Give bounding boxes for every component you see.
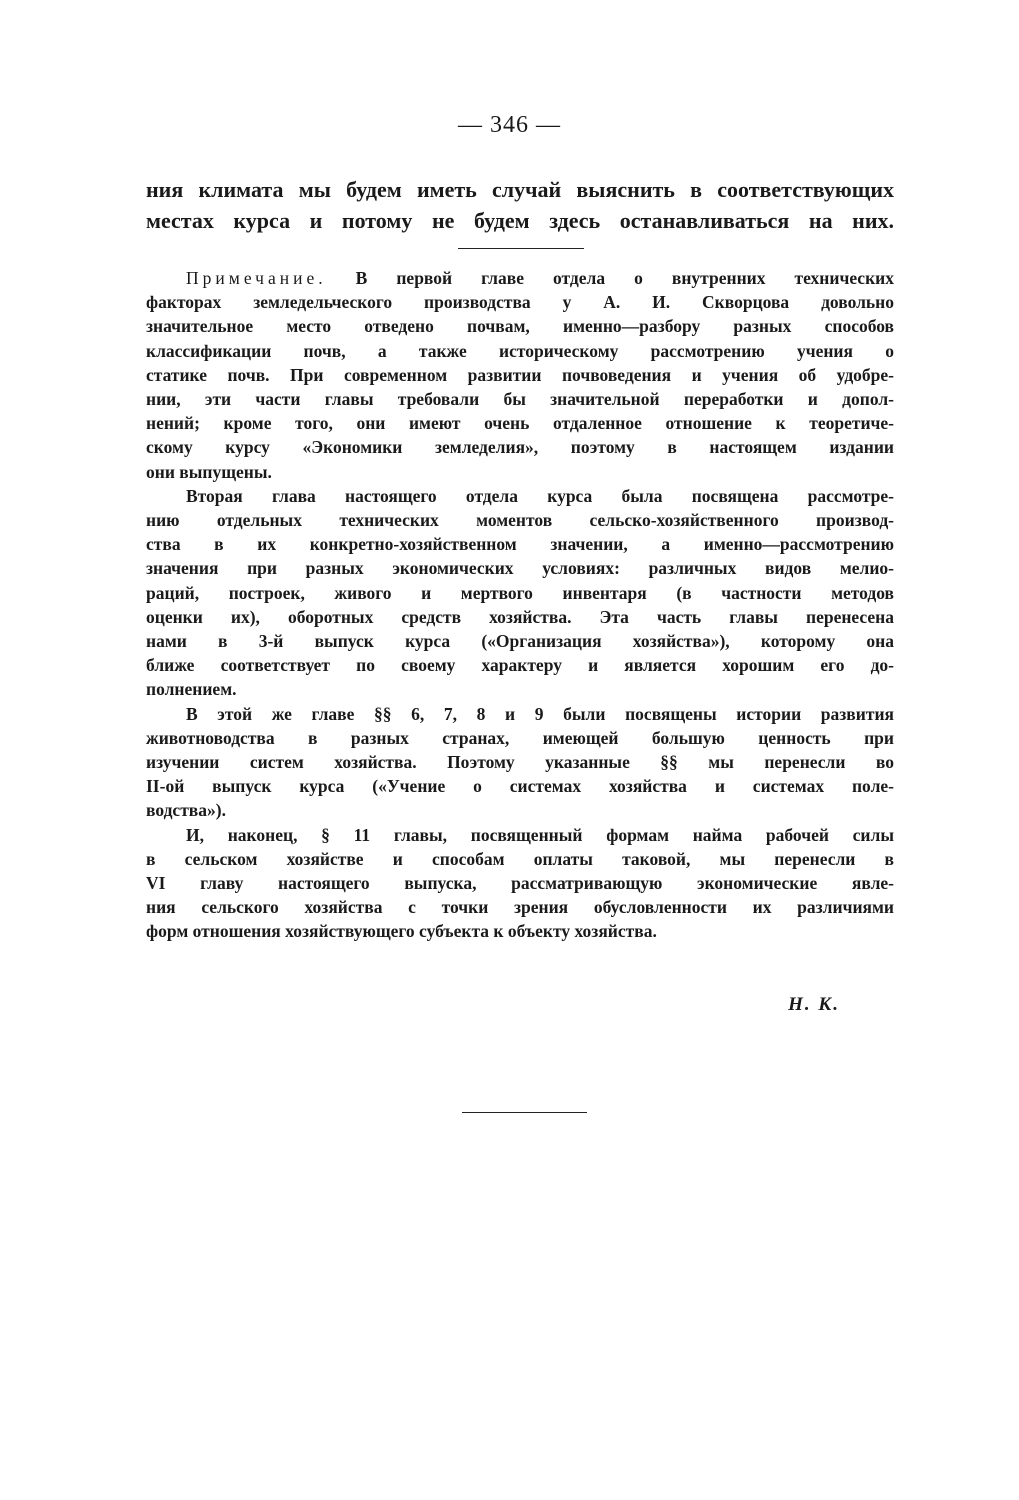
note-line: скому курсу «Экономики земледелия», поэтому в настоящем издании [146,437,894,458]
note-line: нами в 3-й выпуск курса («Организация хозяйства»), которому она [146,631,894,652]
note-line: II-ой выпуск курса («Учение о системах хозяйства и системах поле- [146,776,894,797]
note-line: В этой же главе §§ 6, 7, 8 и 9 были посвящены истории развития [186,703,894,724]
main-text-line: ния климата мы будем иметь случай выяснить в соответствующих [146,177,894,202]
note-line: оценки их), оборотных средств хозяйства. Эта часть главы перенесена [146,606,894,627]
note-line: ближе соответствует по своему характеру и является хорошим его до- [146,655,894,676]
note-line: Вторая глава настоящего отдела курса была посвящена рассмотре- [186,485,894,506]
section-divider-bottom [462,1112,587,1113]
note-block [146,266,894,944]
note-label: Примечание. [186,268,327,288]
note-line: полнением. [146,679,237,700]
note-line: они выпущены. [146,461,272,482]
signature: Н. К. [788,994,840,1015]
main-text-block [146,174,894,236]
note-line: животноводства в разных странах, имеющей большую ценность при [146,727,894,748]
note-line: И, наконец, § 11 главы, посвященный формам найма рабочей силы [186,824,894,845]
note-line: значения при разных экономических условиях: различных видов мелио- [146,558,894,579]
note-line: нений; кроме того, они имеют очень отдаленное отношение к теоретиче- [146,413,894,434]
main-text-line: местах курса и потому не будем здесь останавливаться на них. [146,208,894,233]
note-line: ния сельского хозяйства с точки зрения обусловленности их различиями [146,897,894,918]
note-line: нии, эти части главы требовали бы значительной переработки и допол- [146,389,894,410]
page-number: — 346 — [458,112,561,138]
note-line-text: В первой главе отдела о внутренних технических [326,268,894,288]
note-line: классификации почв, а также историческому рассмотрению учения о [146,340,894,361]
note-line: форм отношения хозяйствующего субъекта к объекту хозяйства. [146,921,657,942]
note-line [146,266,894,290]
note-line: нию отдельных технических моментов сельско-хозяйственного производ- [146,510,894,531]
note-line: водства»). [146,800,226,821]
note-line: раций, построек, живого и мертвого инвентаря (в частности методов [146,582,894,603]
note-line: факторах земледельческого производства у А. И. Скворцова довольно [146,292,894,313]
note-line: ства в их конкретно-хозяйственном значении, а именно—рассмотрению [146,534,894,555]
note-line: статике почв. При современном развитии почвоведения и учения об удобре- [146,364,894,385]
note-line: изучении систем хозяйства. Поэтому указанные §§ мы перенесли во [146,752,894,773]
section-divider-top [458,248,584,249]
note-line: VI главу настоящего выпуска, рассматривающую экономические явле- [146,873,894,894]
note-line: в сельском хозяйстве и способам оплаты таковой, мы перенесли в [146,848,894,869]
note-line: значительное место отведено почвам, именно—разбору разных способов [146,316,894,337]
